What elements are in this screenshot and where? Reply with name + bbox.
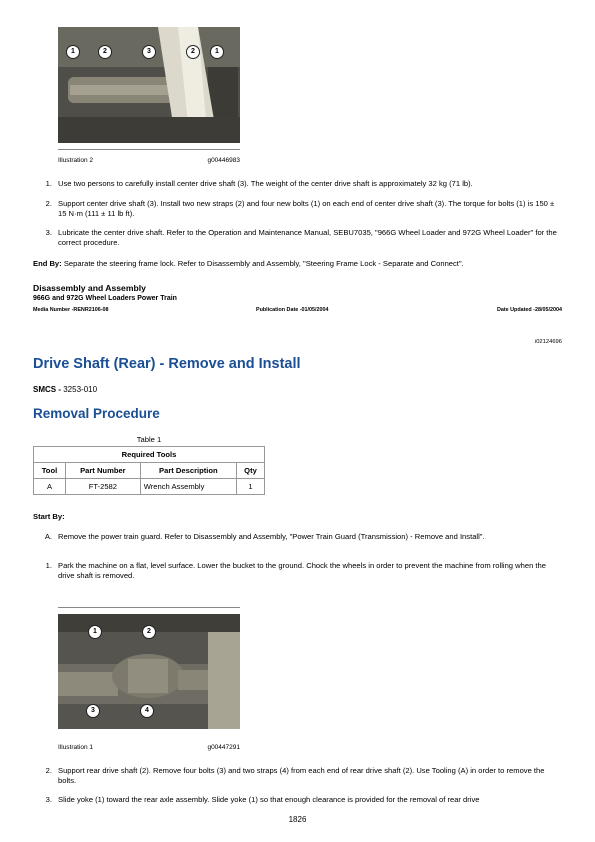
smcs-label: SMCS - [33,385,61,394]
part-number-cell: FT-2582 [65,479,140,495]
step-text: Park the machine on a flat, level surface. Lower the bucket to the ground. Chock the wheels in order to prevent the machine from rolling when the drive shaft is removed. [58,561,546,580]
column-header: Part Description [140,463,236,479]
step-number: 1. [45,561,52,570]
step-number: 2. [45,766,52,775]
column-header: Tool [34,463,66,479]
required-tools-table [33,446,265,495]
table-heading: Required Tools [34,447,265,463]
step-number: 2. [45,199,52,208]
column-header: Qty [236,463,264,479]
illustration-2-figure [58,27,240,167]
column-header: Part Number [65,463,140,479]
qty-cell: 1 [236,479,264,495]
section-heading: Removal Procedure [33,406,160,421]
step-text: Support rear drive shaft (2). Remove four bolts (3) and two straps (4) from each end of rear drive shaft (2). Use Tooling (A) in order to remove the bolts. [58,766,545,785]
step-3-lubricate [40,228,560,247]
step-number: A. [44,532,52,541]
step-text: Slide yoke (1) toward the rear axle assembly. Slide yoke (1) so that enough clearance is provided for the removal of rear drive [58,795,480,804]
start-by-item-a [40,532,560,542]
page-title: Drive Shaft (Rear) - Remove and Install [33,356,301,372]
step-number: 3. [45,228,52,237]
step-2-support [40,199,560,218]
callout-2: 2 [142,625,156,639]
doc-subtitle: 966G and 972G Wheel Loaders Power Train [33,295,177,302]
step-number: 1. [45,179,52,188]
part-description-cell: Wrench Assembly [140,479,236,495]
callout-3: 3 [86,704,100,718]
start-by-label: Start By: [33,512,65,521]
step-1-park [40,561,560,580]
illustration-1-caption [58,744,240,751]
step-text: Lubricate the center drive shaft. Refer to the Operation and Maintenance Manual, SEBU7035, "966G Wheel Loader and 972G Wheel Loader" for the correct procedure. [58,228,557,247]
callout-2a: 2 [98,45,112,59]
callout-1a: 1 [66,45,80,59]
illustration-2-caption [58,157,240,164]
callout-1: 1 [88,625,102,639]
tool-cell: A [34,479,66,495]
end-by [33,259,563,269]
callout-3: 3 [142,45,156,59]
callout-2b: 2 [186,45,200,59]
step-number: 3. [45,795,52,804]
page-number: 1826 [288,815,307,824]
figure-rule [58,607,240,608]
caption-graphic-id: g00446983 [207,157,240,164]
doc-title: Disassembly and Assembly [33,283,146,293]
step-2-remove-bolts [40,766,560,785]
callout-4: 4 [140,704,154,718]
caption-graphic-id: g00447291 [207,744,240,751]
illustration-1-figure [58,607,240,755]
figure-rule [58,149,240,150]
illustration-1-photo [58,614,240,729]
callout-1b: 1 [210,45,224,59]
caption-label: Illustration 1 [58,744,94,751]
table-row [34,479,265,495]
step-text: Use two persons to carefully install center drive shaft (3). The weight of the center drive shaft is approximately 32 kg (71 lb). [58,179,473,188]
document-id: i02124696 [534,339,562,345]
date-updated: Date Updated -28/05/2004 [496,307,562,313]
step-1-install [40,179,560,189]
caption-label: Illustration 2 [58,157,94,164]
step-text: Remove the power train guard. Refer to Disassembly and Assembly, "Power Train Guard (Transmission) - Remove and Install". [58,532,485,541]
illustration-2-photo [58,27,240,143]
table-caption: Table 1 [136,435,162,444]
end-by-text: Separate the steering frame lock. Refer to Disassembly and Assembly, "Steering Frame Lock - Separate and Connect". [63,259,464,268]
publication-date: Publication Date -01/05/2004 [256,307,329,313]
step-text: Support center drive shaft (3). Install two new straps (2) and four new bolts (1) on each end of center drive shaft (3). The torque for bolts (1) is 150 ± 15 N·m (111 ± 11 lb ft). [58,199,555,218]
step-3-slide-yoke [40,795,560,805]
smcs-line [33,385,97,394]
media-number: Media Number -RENR2106-08 [33,307,109,313]
smcs-code: 3253-010 [63,385,98,394]
end-by-label: End By: [33,259,62,268]
